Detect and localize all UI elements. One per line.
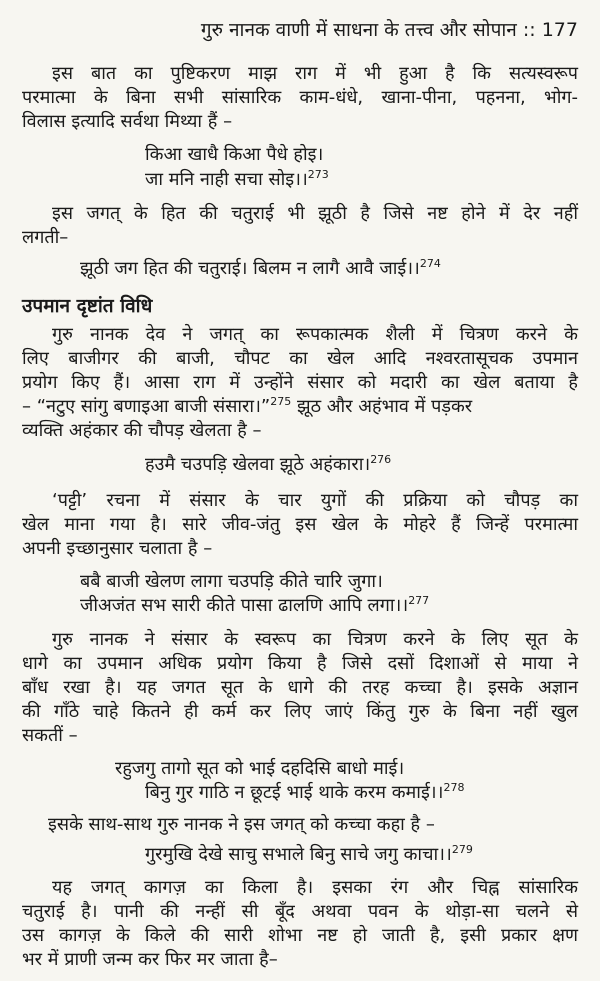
verse6-text: गुरमुखि देखे साचु सभाले बिनु साचे जगु काचा।। bbox=[145, 844, 452, 865]
para5-line2: धागे का उपमान अधिक प्रयोग किया है जिसे दसों दिशाओं से माया ने bbox=[22, 653, 578, 674]
verse1-line1: किआ खाधै किआ पैधे होइ। bbox=[145, 144, 324, 165]
para5-line1: गुरु नानक ने संसार के स्वरूप का चित्रण करने के लिए सूत के bbox=[52, 629, 578, 650]
verse4-line2 bbox=[80, 594, 429, 618]
para1-line1: इस बात का पुष्टिकरण माझ राग में भी हुआ है कि सत्यस्वरूप bbox=[52, 63, 578, 84]
para5-line4: की गाँठे चाहे कितने ही कर्म कर लिए जाएं किंतु गुरु के बिना नहीं खुल bbox=[22, 701, 578, 722]
footnote-ref-278: 278 bbox=[443, 781, 465, 794]
verse5-text: बिनु गुर गाठि न छूटई भाई थाके करम कमाई।। bbox=[145, 782, 444, 803]
para2-line2: लगती– bbox=[22, 227, 69, 248]
verse5-line1: रहुजगु तागो सूत को भाई दहदिसि बाधो माई। bbox=[115, 758, 405, 779]
verse1-line2 bbox=[145, 168, 329, 192]
footnote-ref-273: 273 bbox=[307, 168, 329, 181]
footnote-ref-277: 277 bbox=[408, 594, 430, 607]
running-header: गुरु नानक वाणी में साधना के तत्त्व और सोपान :: 177 bbox=[200, 19, 578, 41]
para7-line1: यह जगत् कागज़ का किला है। इसका रंग और चिह्न सांसारिक bbox=[52, 877, 578, 898]
para5-line5: सकतीं – bbox=[22, 725, 78, 746]
para3-line4 bbox=[22, 395, 578, 419]
para1-line2: परमात्मा के बिना सभी सांसारिक काम-धंधे, खाना-पीना, पहनना, भोग- bbox=[22, 87, 578, 108]
verse3-line1 bbox=[145, 453, 391, 477]
para6-line1: इसके साथ-साथ गुरु नानक ने इस जगत् को कच्चा कहा है – bbox=[48, 814, 435, 835]
para4-line3: अपनी इच्छानुसार चलाता है – bbox=[22, 538, 213, 559]
para7-line3: उस कागज़ के किले की सारी शोभा नष्ट हो जाती है, इसी प्रकार क्षण bbox=[22, 925, 578, 946]
footnote-ref-274: 274 bbox=[419, 257, 441, 270]
verse2-line1 bbox=[80, 257, 441, 281]
para3-line4-tail: झूठ और अहंभाव में पड़कर bbox=[296, 396, 473, 417]
section-heading: उपमान दृष्टांत विधि bbox=[22, 295, 153, 317]
verse3-text: हउमै चउपड़ि खेलवा झूठे अहंकारा। bbox=[145, 454, 371, 475]
verse1-text: जा मनि नाही सचा सोइ।। bbox=[145, 169, 308, 190]
footnote-ref-275: 275 bbox=[270, 395, 292, 408]
para4-line1: ‘पट्टी’ रचना में संसार के चार युगों की प्रक्रिया को चौपड़ का bbox=[52, 490, 578, 511]
verse4-line1: बबै बाजी खेलण लागा चउपड़ि कीते चारि जुगा। bbox=[80, 571, 383, 592]
quote-text: – “नटुए सांगु बणाइआ बाजी संसारा।” bbox=[22, 396, 271, 417]
para5-line3: बाँध रखा है। यह जगत सूत के धागे की तरह कच्चा है। इसके अज्ञान bbox=[22, 677, 578, 698]
footnote-ref-279: 279 bbox=[451, 843, 473, 856]
verse6-line1 bbox=[145, 843, 473, 867]
verse4-text: जीअजंत सभ सारी कीते पासा ढालणि आपि लगा।। bbox=[80, 595, 409, 616]
verse2-text: झूठी जग हित की चतुराई। बिलम न लागै आवै जाई।। bbox=[80, 258, 420, 279]
para7-line4: भर में प्राणी जन्म कर फिर मर जाता है– bbox=[22, 949, 278, 970]
para3-line5: व्यक्ति अहंकार की चौपड़ खेलता है – bbox=[22, 420, 262, 441]
verse5-line2 bbox=[145, 781, 464, 805]
para3-line3: प्रयोग किए हैं। आसा राग में उन्होंने संसार को मदारी का खेल बताया है bbox=[22, 372, 578, 393]
para7-line2: चतुराई है। पानी की नन्हीं सी बूँद अथवा पवन के थोड़ा-सा चलने से bbox=[22, 901, 578, 922]
footnote-ref-276: 276 bbox=[370, 453, 392, 466]
para3-line2: लिए बाजीगर की बाजी, चौपट का खेल आदि नश्वरतासूचक उपमान bbox=[22, 348, 578, 369]
para2-line1: इस जगत् के हित की चतुराई भी झूठी है जिसे नष्ट होने में देर नहीं bbox=[52, 203, 578, 224]
para3-line1: गुरु नानक देव ने जगत् का रूपकात्मक शैली में चित्रण करने के bbox=[52, 324, 578, 345]
para4-line2: खेल माना गया है। सारे जीव-जंतु इस खेल के मोहरे हैं जिन्हें परमात्मा bbox=[22, 514, 578, 535]
para1-line3: विलास इत्यादि सर्वथा मिथ्या हैं – bbox=[22, 111, 233, 132]
